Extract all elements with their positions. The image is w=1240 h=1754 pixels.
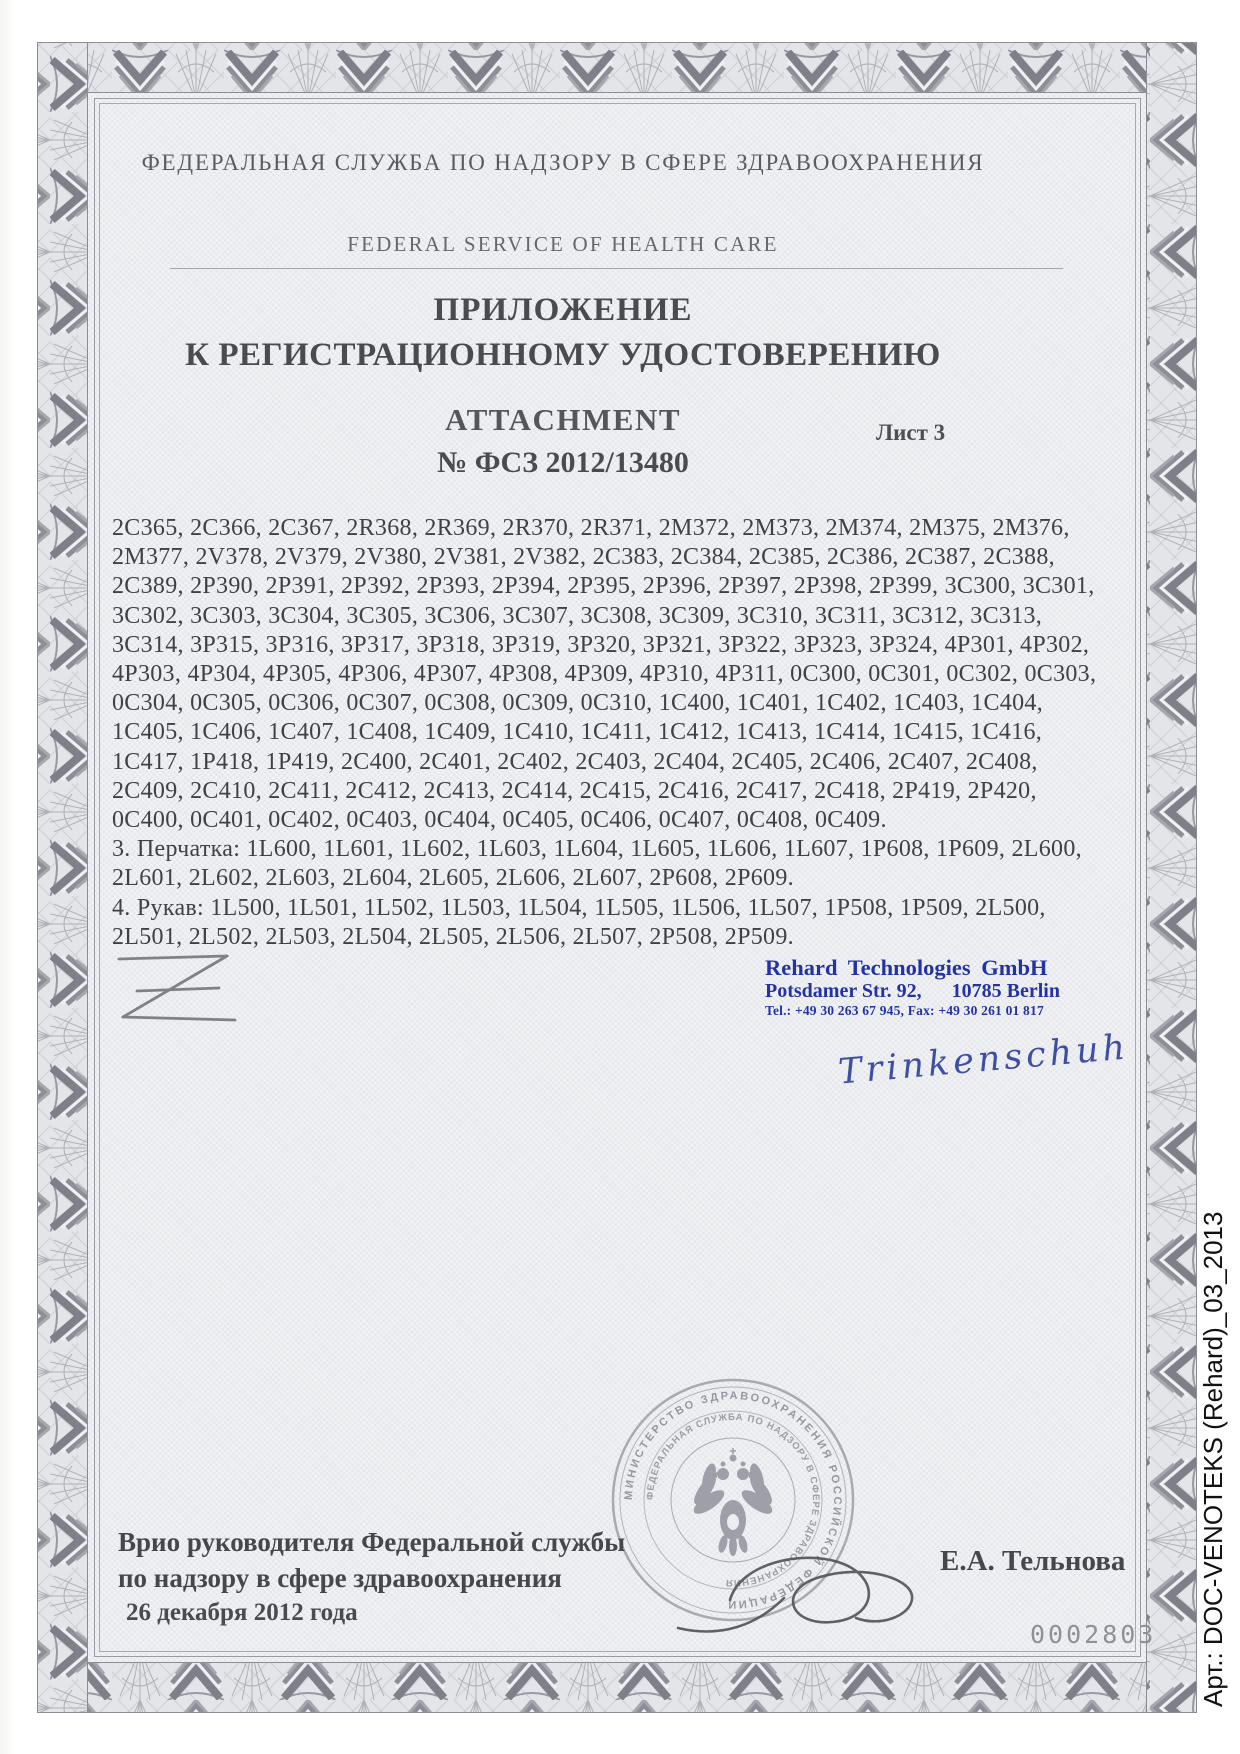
- signoff-position-line2: по надзору в сфере здравоохранения: [118, 1563, 562, 1593]
- stamp-company: Rehard Technologies GmbH: [765, 955, 1048, 980]
- registered-codes-list: [112, 514, 1096, 952]
- codes-line: 3C302, 3C303, 3C304, 3C305, 3C306, 3C307, 3C308, 3C309, 3C310, 3C311, 3C312, 3C313,: [112, 602, 1043, 629]
- codes-line: 2C365, 2C366, 2C367, 2R368, 2R369, 2R370, 2R371, 2M372, 2M373, 2M374, 2M375, 2M376,: [112, 515, 1070, 541]
- codes-line: 4P303, 4P304, 4P305, 4P306, 4P307, 4P308, 4P309, 4P310, 4P311, 0C300, 0C301, 0C302, 0C303,: [112, 661, 1097, 688]
- signoff-name: Е.А. Тельнова: [940, 1545, 1126, 1577]
- title-line1: ПРИЛОЖЕНИЕ: [433, 292, 693, 328]
- pencil-z-mark: [119, 956, 235, 1020]
- header-divider: [170, 268, 1063, 269]
- codes-line: 2C389, 2P390, 2P391, 2P392, 2P393, 2P394, 2P395, 2P396, 2P397, 2P398, 2P399, 3C300, 3C301,: [112, 573, 1095, 600]
- codes-line: 3C314, 3P315, 3P316, 3P317, 3P318, 3P319, 3P320, 3P321, 3P322, 3P323, 3P324, 4P301, 4P302,: [112, 631, 1090, 658]
- supplier-stamp: [765, 955, 1060, 1018]
- seal-inner-ring-text: ФЕДЕРАЛЬНАЯ СЛУЖБА ПО НАДЗОРУ В СФЕРЕ ЗДРАВООХРАНЕНИЯ: [644, 1411, 822, 1589]
- codes-line: 0C304, 0C305, 0C306, 0C307, 0C308, 0C309, 0C310, 1C400, 1C401, 1C402, 1C403, 1C404,: [112, 690, 1043, 717]
- codes-line: 4. Рукав: 1L500, 1L501, 1L502, 1L503, 1L504, 1L505, 1L506, 1L507, 1P508, 1P509, 2L500,: [112, 894, 1046, 921]
- stamp-address: Potsdamer Str. 92, 10785 Berlin: [765, 980, 1060, 1003]
- codes-line: 0C400, 0C401, 0C402, 0C403, 0C404, 0C405, 0C406, 0C407, 0C408, 0C409.: [112, 807, 887, 834]
- form-serial-number: 0002803: [1030, 1620, 1157, 1649]
- codes-line: 2C409, 2C410, 2C411, 2C412, 2C413, 2C414, 2C415, 2C416, 2C417, 2C418, 2P419, 2P420,: [112, 777, 1037, 804]
- seal-outer-ring-text: МИНИСТЕРСТВО ЗДРАВООХРАНЕНИЯ РОССИЙСКОЙ ФЕДЕРАЦИИ: [622, 1389, 844, 1611]
- stamp-phones: Tel.: +49 30 263 67 945, Fax: +49 30 261 01 817: [765, 1002, 1044, 1018]
- signoff-date: 26 декабря 2012 года: [126, 1599, 358, 1626]
- codes-line: 2L601, 2L602, 2L603, 2L604, 2L605, 2L606, 2L607, 2P608, 2P609.: [112, 865, 794, 892]
- title-line2: К РЕГИСТРАЦИОННОМУ УДОСТОВЕРЕНИЮ: [185, 337, 941, 373]
- codes-line: 3. Перчатка: 1L600, 1L601, 1L602, 1L603, 1L604, 1L605, 1L606, 1L607, 1P608, 1P609, 2L600,: [112, 836, 1082, 863]
- side-article-caption: Арт.: DOC-VENOTEKS (Rehard)_03_2013: [1198, 1211, 1228, 1707]
- header-service-en: FEDERAL SERVICE OF HEALTH CARE: [347, 232, 779, 256]
- pen-signature: [678, 1558, 912, 1632]
- codes-line: 2L501, 2L502, 2L503, 2L504, 2L505, 2L506, 2L507, 2P508, 2P509.: [112, 923, 794, 950]
- attachment-number: № ФСЗ 2012/13480: [437, 446, 689, 479]
- codes-line: 2M377, 2V378, 2V379, 2V380, 2V381, 2V382, 2C383, 2C384, 2C385, 2C386, 2C387, 2C388,: [112, 544, 1055, 571]
- header-service-ru: ФЕДЕРАЛЬНАЯ СЛУЖБА ПО НАДЗОРУ В СФЕРЕ ЗДРАВООХРАНЕНИЯ: [141, 150, 985, 175]
- handwritten-note: Trinkenschuh: [836, 1027, 1131, 1093]
- attachment-label: ATTACHMENT: [444, 402, 682, 437]
- double-headed-eagle-icon: [690, 1448, 776, 1556]
- official-seal: [613, 1380, 853, 1620]
- signoff-position-line1: Врио руководителя Федеральной службы: [118, 1527, 626, 1557]
- codes-line: 1C405, 1C406, 1C407, 1C408, 1C409, 1C410, 1C411, 1C412, 1C413, 1C414, 1C415, 1C416,: [112, 719, 1043, 746]
- sheet-number: Лист 3: [876, 420, 946, 445]
- codes-line: 1C417, 1P418, 1P419, 2C400, 2C401, 2C402, 2C403, 2C404, 2C405, 2C406, 2C407, 2C408,: [112, 748, 1038, 775]
